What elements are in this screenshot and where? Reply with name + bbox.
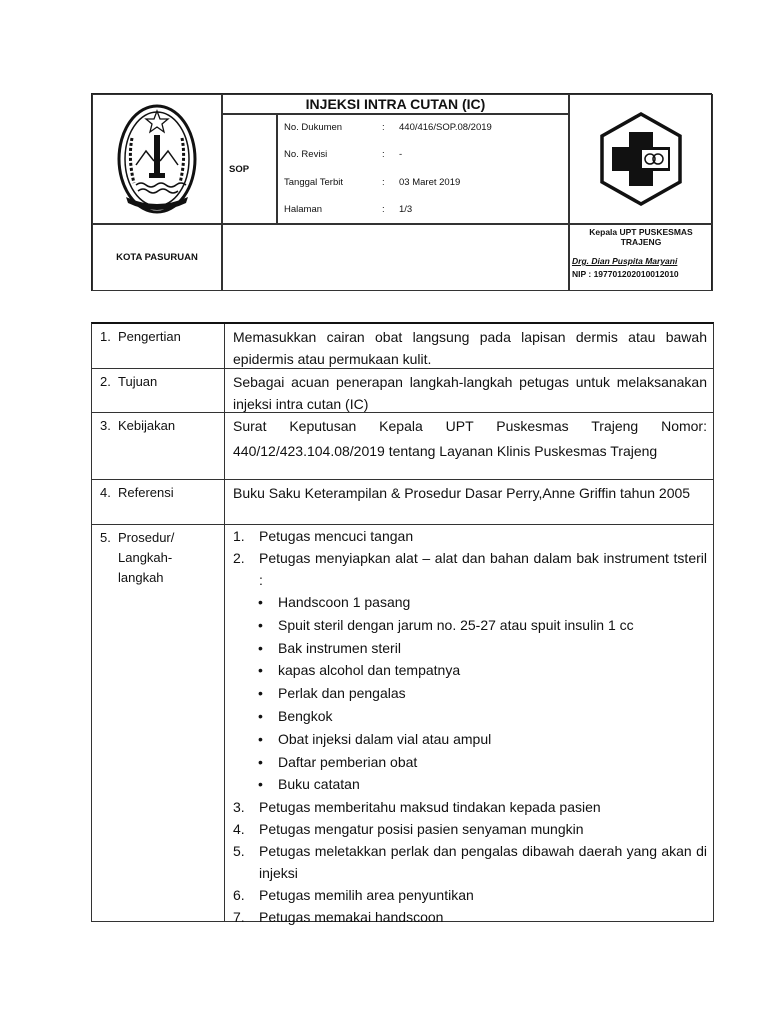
meta-row-halaman bbox=[284, 204, 564, 218]
row-content: Buku Saku Keterampilan & Prosedur Dasar Perry,Anne Griffin tahun 2005 bbox=[233, 485, 691, 501]
row-label: 5. Prosedur/ Langkah- langkah bbox=[92, 525, 225, 922]
kebijakan-line-1: Surat Keputusan Kepala UPT Puskesmas Trajeng Nomor: bbox=[233, 418, 707, 434]
row-label: 2. Tujuan bbox=[92, 369, 225, 412]
row-content bbox=[225, 413, 713, 479]
equipment-item: • Perlak dan pengalas bbox=[258, 685, 406, 702]
document-meta bbox=[277, 114, 569, 224]
meta-colon: : bbox=[382, 177, 385, 188]
row-label: 4. Referensi bbox=[92, 480, 225, 524]
procedure-step: 1. Petugas mencuci tangan bbox=[233, 528, 414, 544]
kebijakan-line-2: 440/12/423.104.08/2019 tentang Layanan Klinis Puskesmas Trajeng bbox=[233, 443, 658, 459]
meta-key: No. Dukumen bbox=[284, 122, 343, 133]
pasuruan-emblem-icon bbox=[116, 103, 198, 215]
kepala-signature-block bbox=[569, 224, 713, 291]
meta-value: 03 Maret 2019 bbox=[399, 177, 461, 188]
row-referensi bbox=[92, 480, 713, 525]
equipment-item: • Spuit steril dengan jarum no. 25-27 atau spuit insulin 1 cc bbox=[258, 616, 634, 633]
procedure-step: 4. Petugas mengatur posisi pasien senyaman mungkin bbox=[233, 821, 584, 838]
row-tujuan bbox=[92, 369, 713, 413]
equipment-item: • Buku catatan bbox=[258, 776, 360, 793]
sop-header-table bbox=[91, 93, 712, 291]
meta-value: - bbox=[399, 149, 403, 160]
meta-key: Halaman bbox=[284, 204, 323, 215]
puskesmas-logo-icon bbox=[592, 110, 690, 208]
procedure-step: 5. Petugas meletakkan perlak dan pengalas dibawah daerah yang akan di injeksi bbox=[233, 843, 707, 882]
sop-content-table bbox=[91, 322, 714, 926]
meta-value: 440/416/SOP.08/2019 bbox=[399, 122, 492, 133]
procedure-step: 3. Petugas memberitahu maksud tindakan kepada pasien bbox=[233, 799, 601, 816]
equipment-item: • Obat injeksi dalam vial atau ampul bbox=[258, 730, 492, 747]
meta-row-dokumen bbox=[284, 122, 564, 136]
sop-label: SOP bbox=[222, 114, 277, 224]
row-pengertian bbox=[92, 324, 713, 369]
document-title: INJEKSI INTRA CUTAN (IC) bbox=[222, 94, 569, 114]
row-label: 1. Pengertian bbox=[92, 324, 225, 368]
row-content: Sebagai acuan penerapan langkah-langkah petugas untuk melaksanakan injeksi intra cutan (IC) bbox=[233, 374, 707, 412]
kepala-nip: NIP : 197701202010012010 bbox=[572, 269, 679, 279]
procedure-content bbox=[225, 525, 713, 926]
meta-row-revisi bbox=[284, 149, 564, 163]
procedure-step: 2. Petugas menyiapkan alat – alat dan bahan dalam bak instrument tsteril : bbox=[233, 550, 707, 588]
kepala-unit: TRAJENG bbox=[620, 237, 662, 247]
procedure-step: 7. Petugas memakai handscoon bbox=[233, 909, 444, 926]
meta-key: Tanggal Terbit bbox=[284, 177, 343, 188]
row-content: Memasukkan cairan obat langsung pada lapisan dermis atau bawah epidermis atau permukaan kulit. bbox=[233, 329, 707, 367]
meta-colon: : bbox=[382, 204, 385, 215]
puskesmas-logo-cell bbox=[569, 94, 713, 224]
equipment-item: • kapas alcohol dan tempatnya bbox=[258, 662, 461, 679]
row-prosedur bbox=[92, 525, 713, 926]
equipment-item: • Bengkok bbox=[258, 707, 333, 724]
equipment-item: • Daftar pemberian obat bbox=[258, 753, 418, 770]
blank-cell bbox=[222, 224, 569, 291]
meta-row-tanggal bbox=[284, 177, 564, 191]
kepala-name: Drg. Dian Puspita Maryani bbox=[572, 256, 678, 266]
row-kebijakan bbox=[92, 413, 713, 480]
meta-value: 1/3 bbox=[399, 204, 413, 215]
equipment-item: • Handscoon 1 pasang bbox=[258, 594, 411, 610]
row-label: 3. Kebijakan bbox=[92, 413, 225, 479]
kota-label: KOTA PASURUAN bbox=[92, 224, 222, 291]
kepala-title: Kepala UPT PUSKESMAS bbox=[589, 227, 693, 237]
city-emblem-cell bbox=[92, 94, 222, 224]
meta-colon: : bbox=[382, 149, 385, 160]
equipment-item: • Bak instrumen steril bbox=[258, 639, 401, 656]
meta-key: No. Revisi bbox=[284, 149, 328, 160]
meta-colon: : bbox=[382, 122, 385, 133]
procedure-step: 6. Petugas memilih area penyuntikan bbox=[233, 887, 474, 904]
